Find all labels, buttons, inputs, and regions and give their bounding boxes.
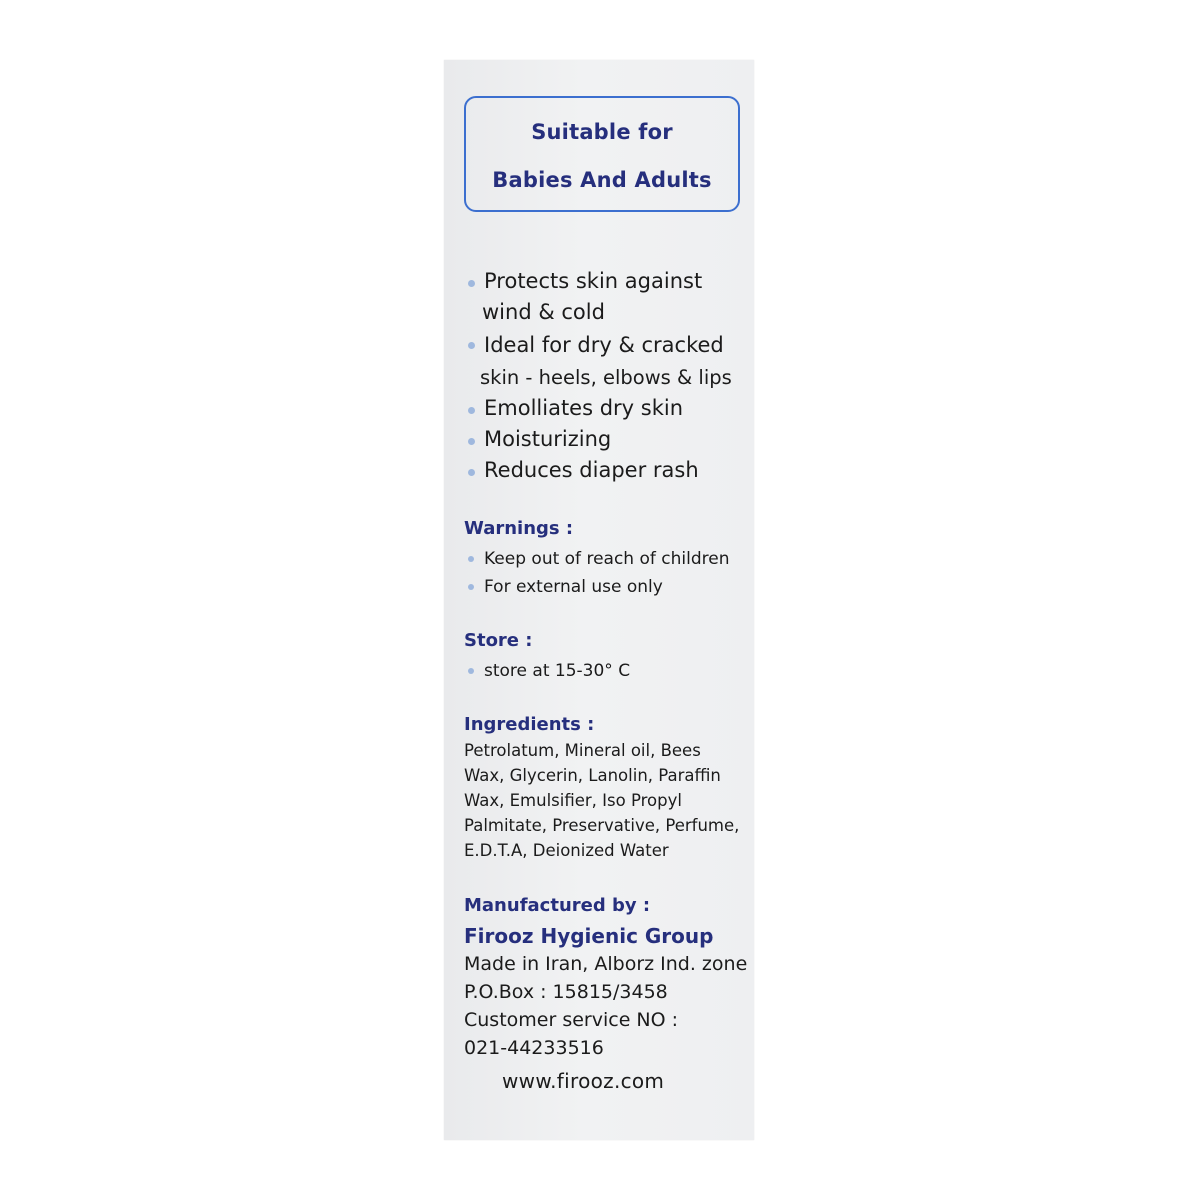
warning-item bbox=[464, 574, 754, 602]
bullet-dot-icon bbox=[468, 469, 475, 476]
feature-item bbox=[464, 424, 754, 455]
ingredients-line: Palmitate, Preservative, Perfume, bbox=[464, 816, 740, 835]
ingredients-heading: Ingredients : bbox=[464, 714, 595, 735]
pobox-text: P.O.Box : 15815/3458 bbox=[464, 981, 668, 1003]
product-label-panel bbox=[444, 60, 754, 1140]
ingredients-line: Wax, Glycerin, Lanolin, Paraffin bbox=[464, 766, 721, 785]
customer-service-number: 021-44233516 bbox=[464, 1037, 604, 1059]
bullet-dot-icon bbox=[468, 342, 475, 349]
store-item bbox=[464, 658, 754, 686]
address-text: Made in Iran, Alborz Ind. zone bbox=[464, 953, 748, 975]
website-url: www.firooz.com bbox=[502, 1069, 665, 1093]
feature-item bbox=[464, 455, 754, 486]
feature-line: Ideal for dry & cracked bbox=[484, 333, 724, 357]
bullet-dot-icon bbox=[468, 407, 475, 414]
bullet-dot-icon bbox=[468, 556, 474, 562]
ingredients-line: E.D.T.A, Deionized Water bbox=[464, 841, 669, 860]
feature-item bbox=[464, 393, 754, 424]
bullet-dot-icon bbox=[468, 438, 475, 445]
manufactured-by-heading: Manufactured by : bbox=[464, 895, 651, 916]
ingredients-line: Wax, Emulsifier, Iso Propyl bbox=[464, 791, 682, 810]
store-text: store at 15-30° C bbox=[484, 661, 631, 681]
warning-text: Keep out of reach of children bbox=[484, 549, 730, 569]
feature-line: Protects skin against bbox=[484, 269, 703, 293]
ingredients-line: Petrolatum, Mineral oil, Bees bbox=[464, 741, 701, 760]
suitable-line-2: Babies And Adults bbox=[492, 168, 712, 192]
company-name: Firooz Hygienic Group bbox=[464, 924, 714, 948]
feature-item bbox=[464, 266, 754, 328]
store-heading: Store : bbox=[464, 630, 533, 651]
feature-line: skin - heels, elbows & lips bbox=[480, 366, 732, 389]
bullet-dot-icon bbox=[468, 584, 474, 590]
suitable-line-1: Suitable for bbox=[531, 120, 673, 144]
warning-text: For external use only bbox=[484, 577, 663, 597]
feature-line: Moisturizing bbox=[484, 427, 612, 451]
feature-line: Reduces diaper rash bbox=[484, 458, 699, 482]
suitable-for-box bbox=[464, 96, 740, 212]
bullet-dot-icon bbox=[468, 280, 475, 287]
warning-item bbox=[464, 546, 754, 574]
bullet-dot-icon bbox=[468, 668, 474, 674]
feature-line: wind & cold bbox=[482, 300, 605, 324]
warnings-heading: Warnings : bbox=[464, 518, 574, 539]
feature-item bbox=[464, 328, 754, 392]
customer-service-label: Customer service NO : bbox=[464, 1009, 679, 1031]
feature-line: Emolliates dry skin bbox=[484, 396, 684, 420]
